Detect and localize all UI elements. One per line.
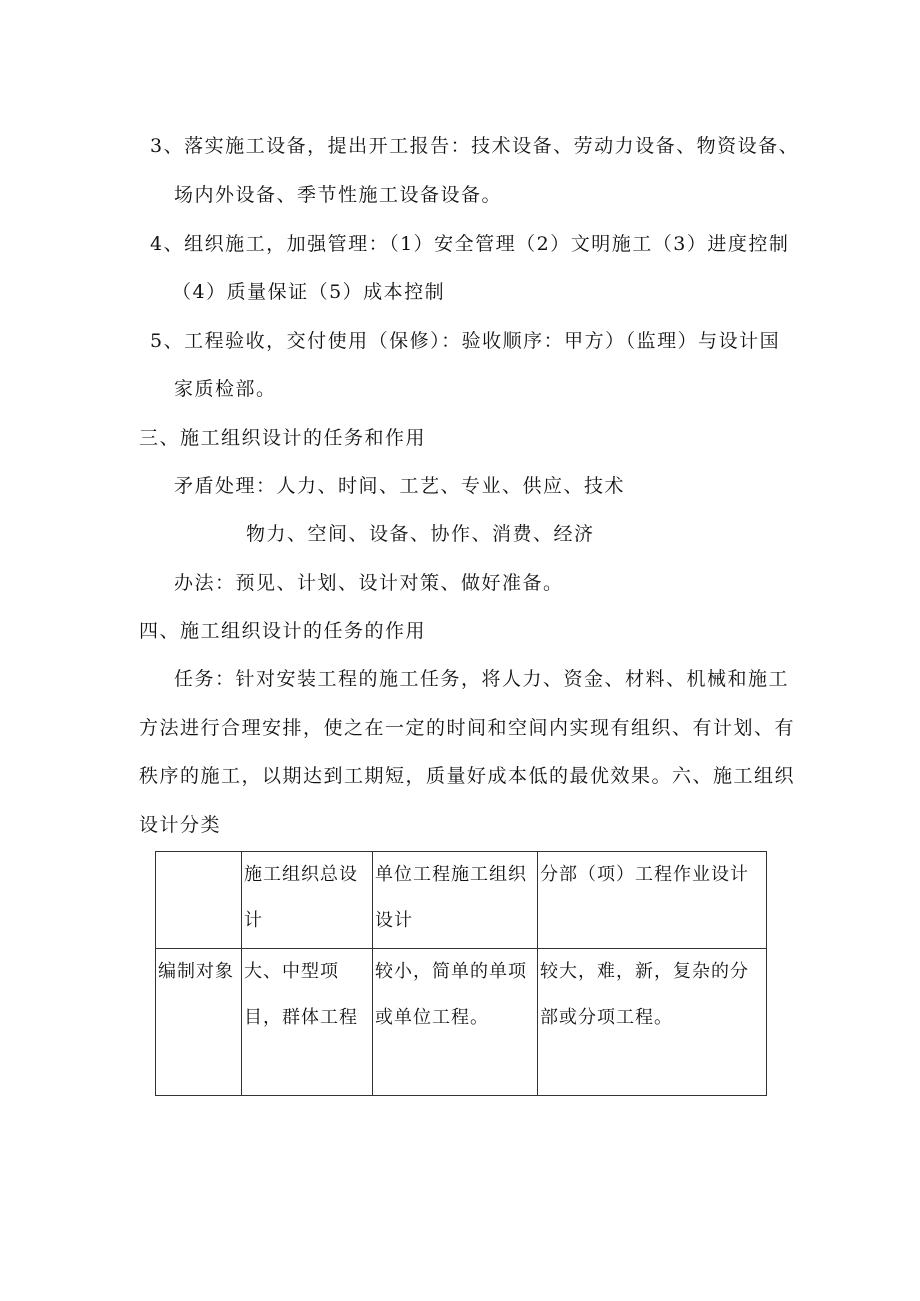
table-header-cell: 施工组织总设计 [242,852,373,949]
paragraph-line: 任务：针对安装工程的施工任务，将人力、资金、材料、机械和施工 [174,668,790,690]
classification-table [155,851,767,1096]
paragraph-line: 方法进行合理安排，使之在一定的时间和空间内实现有组织、有计划、有 [139,717,796,739]
section-heading: 三、施工组织设计的任务和作用 [139,427,427,449]
table-header-cell: 单位工程施工组织设计 [373,852,538,949]
paragraph-line: 办法：预见、计划、设计对策、做好准备。 [174,572,564,594]
table-cell: 大、中型项目，群体工程 [242,949,373,1096]
table-row [156,949,767,1096]
paragraph-line: 家质检部。 [174,378,277,400]
table-header-cell [156,852,242,949]
paragraph-line: 3、落实施工设备，提出开工报告：技术设备、劳动力设备、物资设备、 [150,135,800,157]
paragraph-line: （4）质量保证（5）成本控制 [172,281,446,303]
paragraph-line: 场内外设备、季节性施工设备设备。 [174,184,503,206]
paragraph-line: 5、工程验收，交付使用（保修）：验收顺序：甲方）（监理）与设计国 [150,330,781,352]
table-cell: 编制对象 [156,949,242,1096]
paragraph-line: 4、组织施工，加强管理：（1）安全管理（2）文明施工（3）进度控制 [150,233,790,255]
table-cell: 较大，难，新，复杂的分部或分项工程。 [538,949,767,1096]
paragraph-line: 设计分类 [139,814,222,836]
paragraph-line: 秩序的施工，以期达到工期短，质量好成本低的最优效果。六、施工组织 [139,765,796,787]
section-heading: 四、施工组织设计的任务的作用 [139,620,427,642]
paragraph-line: 物力、空间、设备、协作、消费、经济 [246,523,595,545]
table-header-row [156,852,767,949]
table-header-cell: 分部（项）工程作业设计 [538,852,767,949]
table-cell: 较小，简单的单项或单位工程。 [373,949,538,1096]
paragraph-line: 矛盾处理：人力、时间、工艺、专业、供应、技术 [174,475,626,497]
